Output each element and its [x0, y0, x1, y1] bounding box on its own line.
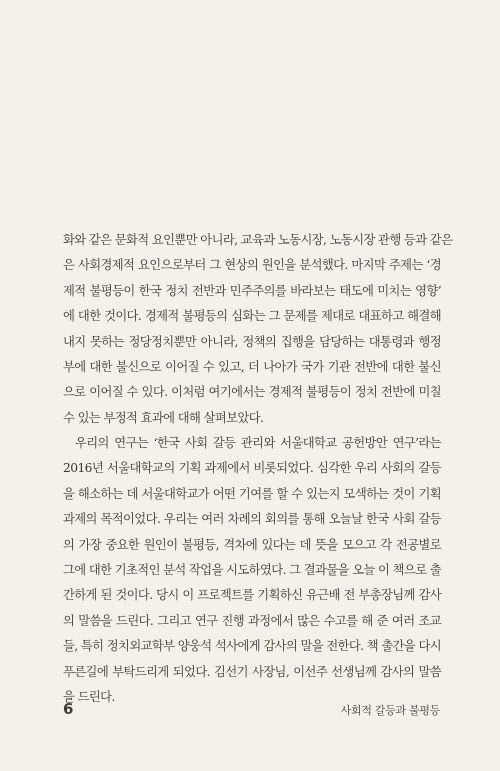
body-paragraph [63, 228, 453, 431]
text-line: 의 말씀을 드린다. 그리고 연구 진행 과정에서 많은 수고를 해 준 여러 조교 [63, 613, 441, 628]
text-line: 우리의 연구는 ‘한국 사회 갈등 관리와 서울대학교 공헌방안 연구’라는 [75, 436, 441, 450]
text-line: 들, 특히 정치외교학부 양웅석 석사에게 감사의 말을 전한다. 책 출간을 다시 [63, 639, 442, 654]
text-line: 의 가장 중요한 원인이 불평등, 격차에 있다는 데 뜻을 모으고 각 전공별로 [63, 537, 441, 552]
text-line: 그에 대한 기초적인 분석 작업을 시도하였다. 그 결과물을 오늘 이 책으로 출 [63, 562, 442, 577]
text-line: 을 드린다. [63, 689, 115, 704]
text-line: 수 있는 부정적 효과에 대해 살펴보았다. [63, 410, 264, 425]
text-line: 푸른길에 부탁드리게 되었다. 김선기 사장님, 이선주 선생님께 감사의 말씀 [63, 664, 441, 679]
text-line: 2016년 서울대학교의 기획 과제에서 비롯되었다. 심각한 우리 사회의 갈등 [63, 461, 441, 476]
body-paragraph [63, 431, 441, 710]
text-line: 화와 같은 문화적 요인뿐만 아니라, 교육과 노동시장, 노동시장 관행 등과 같은 [63, 233, 453, 247]
text-line: 과제의 목적이었다. 우리는 여러 차례의 회의를 통해 오늘날 한국 사회 갈등 [63, 512, 441, 527]
text-line: 내지 못하는 정당정치뿐만 아니라, 정책의 집행을 담당하는 대통령과 행정 [63, 334, 441, 349]
text-line: 부에 대한 불신으로 이어질 수 있고, 더 나아가 국가 기관 전반에 대한 불신 [63, 359, 441, 374]
text-line: 간하게 된 것이다. 당시 이 프로젝트를 기획하신 유근배 전 부총장님께 감사 [63, 588, 441, 603]
text-line: 은 사회경제적 요인으로부터 그 현상의 원인을 분석했다. 마지막 주제는 ‘경 [63, 258, 441, 273]
page-number: 6 [63, 700, 74, 718]
text-line: 으로 이어질 수 있다. 이처럼 여기에서는 경제적 불평등이 정치 전반에 미칠 [63, 385, 441, 400]
text-line: 제적 불평등이 한국 정치 전반과 민주주의를 바라보는 태도에 미치는 영향’ [63, 283, 441, 298]
text-line: 에 대한 것이다. 경제적 불평등의 심화는 그 문제를 제대로 대표하고 해결해 [63, 309, 441, 324]
running-title: 사회적 갈등과 불평등 [340, 704, 440, 717]
text-line: 을 해소하는 데 서울대학교가 어떤 기여를 할 수 있는지 모색하는 것이 기획 [63, 486, 441, 501]
